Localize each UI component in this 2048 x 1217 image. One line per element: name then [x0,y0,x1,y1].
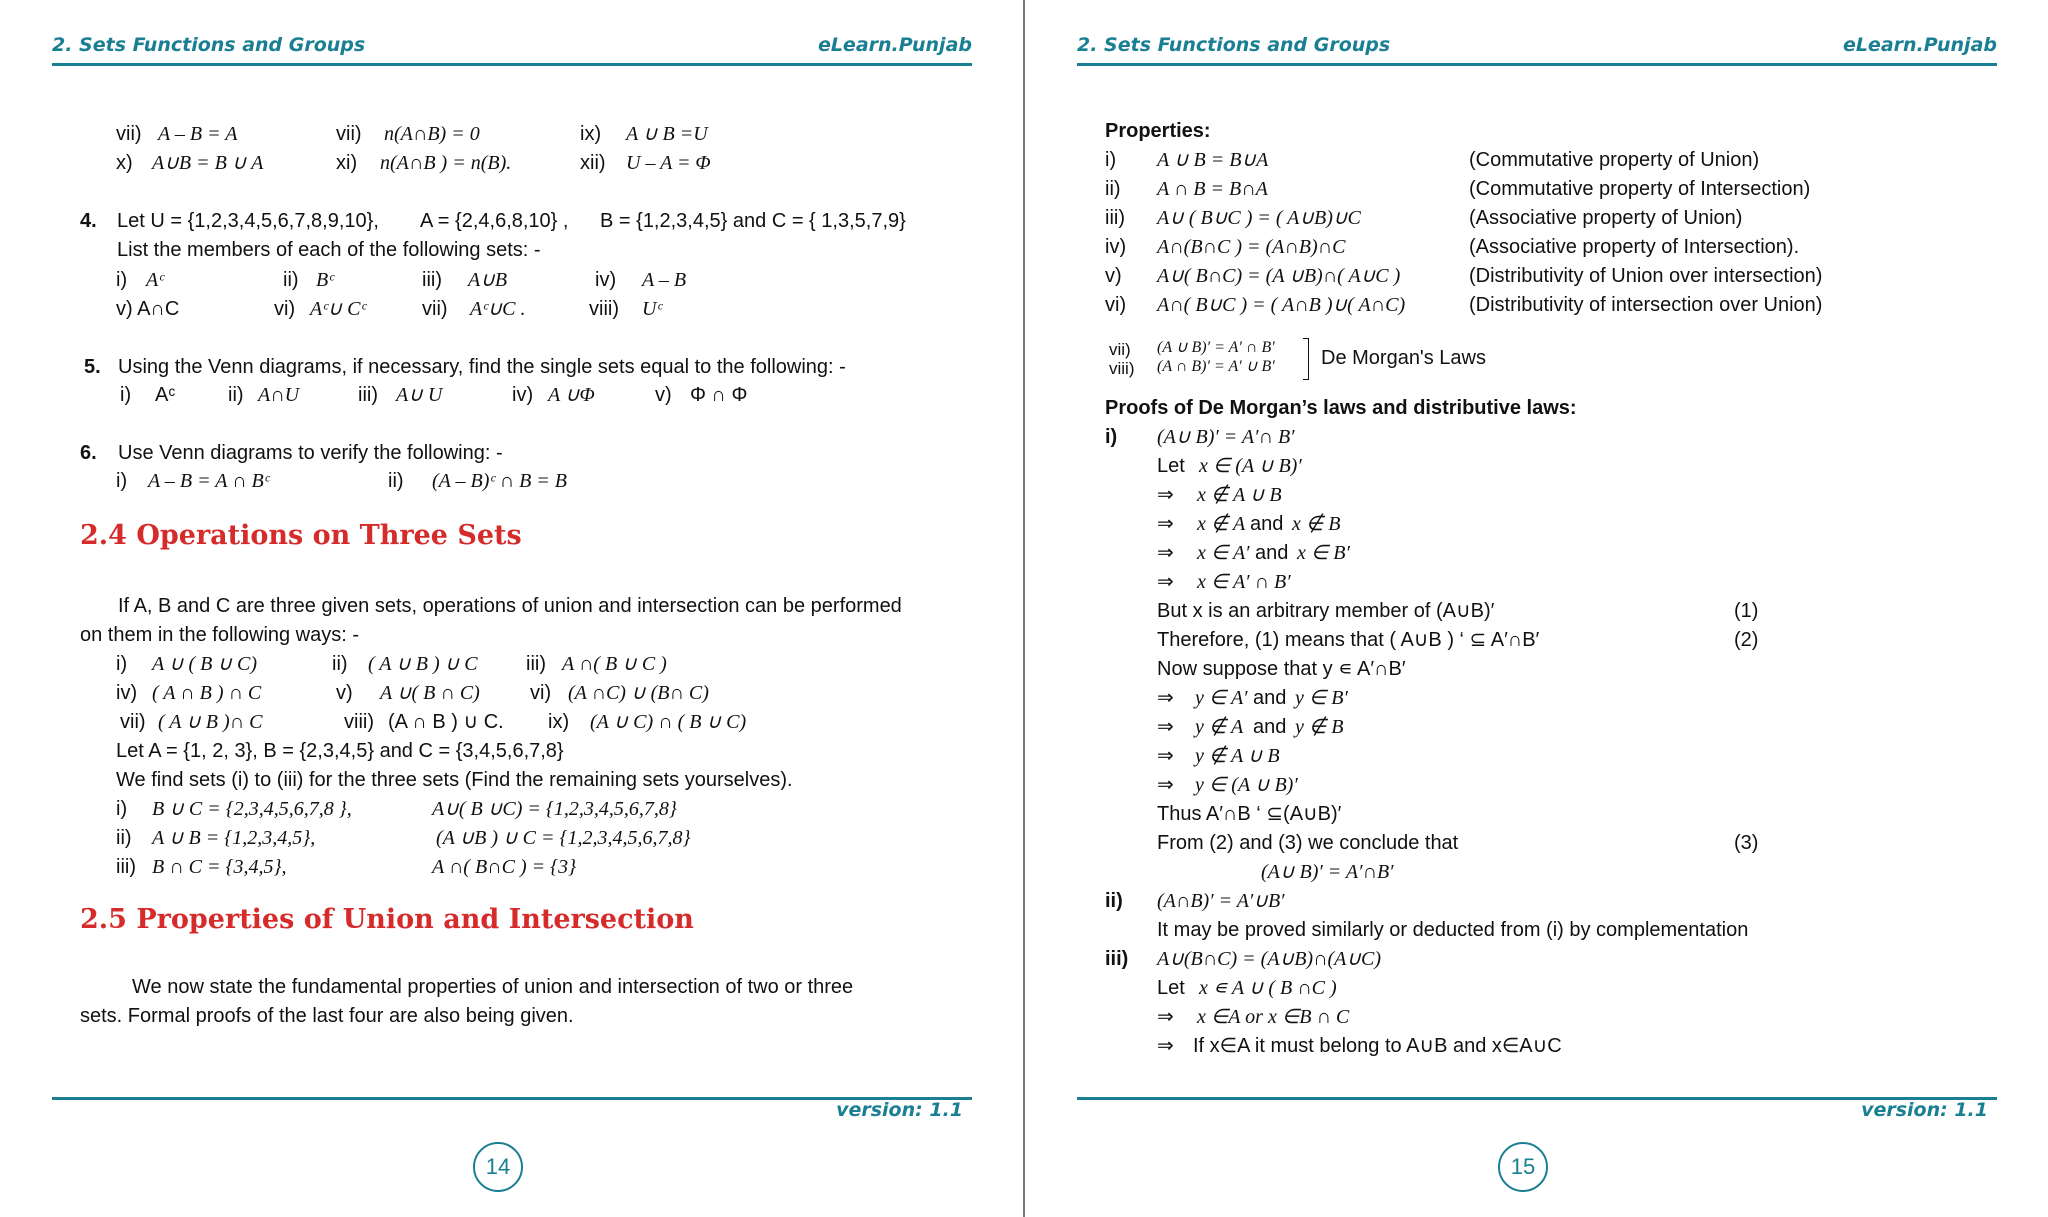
property-desc: (Associative property of Intersection). [1469,236,1800,258]
set-expression: x ∈ B′ [1297,542,1350,564]
paragraph-line: We find sets (i) to (iii) for the three sets (Find the remaining sets yourselves). [116,769,793,791]
proof-text: But x is an arbitrary member of (A∪B)′ [1157,600,1495,622]
properties-title: Properties: [1105,120,1211,142]
item-num: ii) [388,470,404,492]
item-num: ii) [228,384,244,406]
set-expression: y ∈ A′ [1195,687,1248,709]
header-rule [52,63,972,66]
item-num: vii) [120,711,146,733]
property-desc: (Distributivity of intersection over Union) [1469,294,1823,316]
set-expression: Φ ∩ Φ [690,384,748,406]
item-num: ix) [580,123,602,145]
q5-text: Using the Venn diagrams, if necessary, find the single sets equal to the following: - [118,356,846,378]
page-number: 15 [1498,1142,1548,1192]
property-desc: (Distributivity of Union over intersection) [1469,265,1823,287]
set-expression: A ∩( B ∪ C ) [562,653,667,675]
proof-text: Therefore, (1) means that ( A∪B ) ‘ ⊆ A′∩B′ [1157,629,1540,651]
set-expression: A∪( B∩C) = (A ∪B)∩( A∪C ) [1157,265,1401,287]
set-expression: A∪ ( B∪C ) = ( A∪B)∪C [1157,207,1361,229]
footer-rule [52,1097,972,1100]
set-expression: (A ∪ C) ∩ ( B ∪ C) [590,711,747,733]
section-heading-2-5: 2.5 Properties of Union and Intersection [80,904,694,935]
set-expression: x ∈ A′ ∩ B′ [1197,571,1291,593]
item-num: ii) [283,269,299,291]
set-expression: A∪( B ∪C) = {1,2,3,4,5,6,7,8} [432,798,677,820]
and-word: and [1250,513,1284,535]
set-expression: U – A = Φ [626,152,711,174]
question-number: 5. [84,356,101,378]
set-expression: (A ∪ B)′ = A′ ∩ B′ [1157,339,1275,356]
set-expression: A – B = A [158,123,238,145]
item-num: viii) [1109,359,1135,378]
property-desc: (Associative property of Union) [1469,207,1743,229]
item-num: v) [655,384,672,406]
implies-arrow: ⇒ [1157,513,1174,535]
proof-statement: A∪(B∩C) = (A∪B)∩(A∪C) [1157,948,1382,970]
item-num: iii) [116,856,136,878]
proof-num: ii) [1105,890,1123,912]
page-15 [1025,0,2048,1217]
version-label: version: 1.1 [836,1099,963,1121]
proof-conclusion: (A∪ B)′ = A′∩B′ [1261,861,1394,883]
item-num: ii) [332,653,348,675]
proof-text: From (2) and (3) we conclude that [1157,832,1459,854]
proof-num: iii) [1105,948,1129,970]
section-heading-2-4: 2.4 Operations on Three Sets [80,520,522,551]
item-num: iii) [358,384,378,406]
implies-arrow: ⇒ [1157,484,1174,506]
implies-arrow: ⇒ [1157,774,1174,796]
equation-tag: (3) [1734,832,1759,854]
proofs-title: Proofs of De Morgan’s laws and distributive laws: [1105,397,1577,419]
q4-universal-set: Let U = {1,2,3,4,5,6,7,8,9,10}, [117,210,379,232]
set-expression: (A ∩ B ) ∪ C. [388,711,504,733]
item-num: i) [116,798,128,820]
set-expression: x ∉ A [1197,513,1246,535]
set-expression: ( A ∩ B ) ∩ C [152,682,262,704]
set-expression: n(A∩B ) = n(B). [380,152,512,174]
demorgan-bracket [1303,338,1309,380]
set-expression: Uᶜ [642,298,662,320]
item-num: iv) [512,384,534,406]
brand-header: eLearn.Punjab [1842,34,1997,56]
implies-arrow: ⇒ [1157,687,1174,709]
set-expression: B ∩ C = {3,4,5}, [152,856,287,878]
set-expression: A ∪ B =U [626,123,708,145]
set-expression: A∪ U [396,384,443,406]
set-expression: x ∈A or x ∈B ∩ C [1197,1006,1350,1028]
implies-arrow: ⇒ [1157,571,1174,593]
set-expression: A ∪ B = {1,2,3,4,5}, [152,827,316,849]
item-num: iii) [422,269,442,291]
set-expression: A – B [642,269,687,291]
paragraph-line: sets. Formal proofs of the last four are also being given. [80,1005,574,1027]
item-num: vi) [1105,294,1127,316]
item-num: vi) [530,682,552,704]
proof-text: Now suppose that y ∊ A′∩B′ [1157,658,1406,680]
page-number: 14 [473,1142,523,1192]
set-expression: A∪B [468,269,508,291]
item-num: ix) [548,711,570,733]
set-expression: (A – B)ᶜ ∩ B = B [432,470,568,492]
equation-tag: (2) [1734,629,1759,651]
set-expression: Aᶜ∪ Cᶜ [310,298,366,320]
set-expression: y ∈ B′ [1295,687,1348,709]
set-expression: y ∉ A [1195,716,1244,738]
paragraph-line: If A, B and C are three given sets, operations of union and intersection can be performed [118,595,902,617]
item-num: viii) [344,711,374,733]
proof-text: Let [1157,977,1185,999]
item-num: ii) [116,827,132,849]
item-num: iv) [116,682,138,704]
proof-text: It may be proved similarly or deducted from (i) by complementation [1157,919,1749,941]
paragraph-line: on them in the following ways: - [80,624,360,646]
set-expression: (A ∩C) ∪ (B∩ C) [568,682,709,704]
item-num: iii) [1105,207,1125,229]
item-num: vii) [422,298,448,320]
chapter-header: 2. Sets Functions and Groups [52,34,366,56]
property-desc: (Commutative property of Union) [1469,149,1760,171]
set-expression: A ∪ B = B∪A [1157,149,1269,171]
question-number: 4. [80,210,97,232]
proof-num: i) [1105,426,1118,448]
item-num: i) [120,384,132,406]
set-expression: x ∊ A ∪ ( B ∩C ) [1199,977,1337,999]
set-expression: n(A∩B) = 0 [384,123,480,145]
item-num: iv) [595,269,617,291]
set-expression: A ∪Φ [548,384,595,406]
item-num: i) [116,470,128,492]
item-num: iv) [1105,236,1127,258]
set-expression: A∪B = B ∪ A [152,152,264,174]
item-num: x) [116,152,133,174]
implies-arrow: ⇒ [1157,542,1174,564]
chapter-header: 2. Sets Functions and Groups [1077,34,1391,56]
set-expression: Bᶜ [316,269,334,291]
set-expression: A∩( B∪C ) = ( A∩B )∪( A∩C) [1157,294,1406,316]
set-expression: A∩U [258,384,300,406]
implies-arrow: ⇒ [1157,1035,1174,1057]
page-14 [0,0,1023,1217]
item-num: i) [1105,149,1117,171]
set-expression: Aᶜ [146,269,164,291]
item-num: vii) [336,123,362,145]
q4-instruction: List the members of each of the following sets: - [117,239,541,261]
set-expression: x ∉ A ∪ B [1197,484,1282,506]
proof-text: Thus A′∩B ‘ ⊆(A∪B)′ [1157,803,1342,825]
paragraph-line: Let A = {1, 2, 3}, B = {2,3,4,5} and C = {3,4,5,6,7,8} [116,740,564,762]
q6-text: Use Venn diagrams to verify the following: - [118,442,503,464]
item-num: ii) [1105,178,1121,200]
item-num: i) [116,653,128,675]
implies-arrow: ⇒ [1157,1006,1174,1028]
set-expression: x ∉ B [1292,513,1341,535]
set-expression: y ∉ A ∪ B [1195,745,1280,767]
and-word: and [1253,716,1287,738]
item-num: vii) [116,123,142,145]
implies-arrow: ⇒ [1157,745,1174,767]
set-expression: ( A ∪ B )∩ C [158,711,263,733]
set-expression: A ∪( B ∩ C) [380,682,480,704]
item-num: vi) [274,298,296,320]
set-expression: (A ∪B ) ∪ C = {1,2,3,4,5,6,7,8} [436,827,691,849]
set-expression: y ∈ (A ∪ B)′ [1195,774,1298,796]
proof-text: Let [1157,455,1185,477]
item-num: xi) [336,152,358,174]
set-expression: Aᶜ [155,384,176,406]
set-expression: Aᶜ∪C . [470,298,526,320]
footer-rule [1077,1097,1997,1100]
property-desc: (Commutative property of Intersection) [1469,178,1811,200]
equation-tag: (1) [1734,600,1759,622]
item-num: viii) [589,298,619,320]
demorgan-label: De Morgan's Laws [1321,347,1486,369]
set-expression: ( A ∪ B ) ∪ C [368,653,478,675]
item-num: vii) [1109,340,1131,359]
set-expression: A – B = A ∩ Bᶜ [148,470,269,492]
version-label: version: 1.1 [1861,1099,1988,1121]
item-num: i) [116,269,128,291]
proof-text: If x∈A it must belong to A∪B and x∈A∪C [1193,1035,1562,1057]
implies-arrow: ⇒ [1157,716,1174,738]
set-expression: y ∉ B [1295,716,1344,738]
proof-statement: (A∪ B)′ = A′∩ B′ [1157,426,1295,448]
item-num: v) [1105,265,1122,287]
set-expression: A ∩ B = B∩A [1157,178,1268,200]
set-expression: B ∪ C = {2,3,4,5,6,7,8 }, [152,798,352,820]
item-num: v) [336,682,353,704]
and-word: and [1253,687,1287,709]
item-num: v) A∩C [116,298,180,320]
set-expression: x ∈ (A ∪ B)′ [1199,455,1302,477]
set-expression: A ∪ ( B ∪ C) [152,653,258,675]
item-num: iii) [526,653,546,675]
item-num: xii) [580,152,606,174]
q4-set-a: A = {2,4,6,8,10} , [420,210,569,232]
question-number: 6. [80,442,97,464]
set-expression: x ∈ A′ [1197,542,1250,564]
header-rule [1077,63,1997,66]
set-expression: A ∩( B∩C ) = {3} [432,856,577,878]
proof-statement: (A∩B)′ = A′∪B′ [1157,890,1285,912]
q4-sets-b-c: B = {1,2,3,4,5} and C = { 1,3,5,7,9} [600,210,906,232]
set-expression: (A ∩ B)′ = A′ ∪ B′ [1157,358,1275,375]
and-word: and [1255,542,1289,564]
paragraph-line: We now state the fundamental properties of union and intersection of two or three [132,976,854,998]
set-expression: A∩(B∩C ) = (A∩B)∩C [1157,236,1346,258]
brand-header: eLearn.Punjab [817,34,972,56]
